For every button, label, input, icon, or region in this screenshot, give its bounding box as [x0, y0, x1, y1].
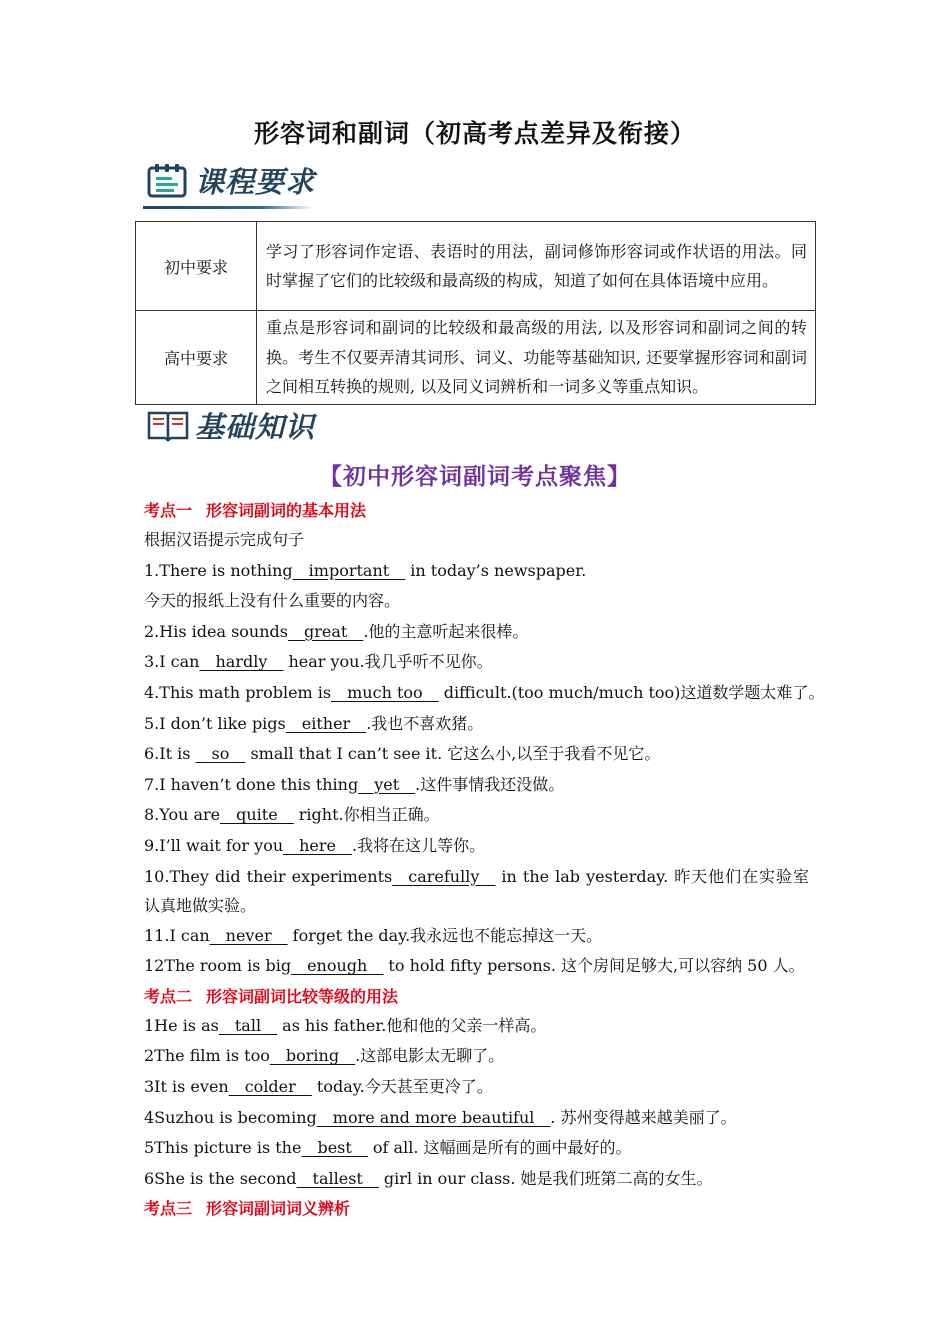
exercise-content [144, 496, 825, 1223]
table-row [136, 222, 816, 311]
item-text: hear you.我几乎听不见你。 [283, 652, 493, 672]
answer-blank: __great__ [288, 621, 364, 641]
basics-label: 基础知识 [195, 410, 316, 444]
book-icon [147, 409, 189, 443]
list-item [144, 1041, 809, 1072]
answer-blank: __here__ [283, 835, 353, 855]
requirements-table [135, 221, 816, 405]
item-text: 10.They did their experiments [144, 866, 393, 886]
item-text: today.今天甚至更冷了。 [311, 1076, 493, 1096]
item-text: in the lab yesterday. 昨天他们在实验室认真地做实验。 [144, 866, 809, 916]
kp1-number: 考点一 [144, 501, 193, 520]
table-cell-text: 学习了形容词作定语、表语时的用法，副词修饰形容词或作状语的用法。同时掌握了它们的比较级和最高级的构成，知道了如何在具体语境中应用。 [257, 222, 816, 311]
table-cell-label: 初中要求 [136, 222, 257, 311]
list-item [144, 800, 809, 831]
kp2-title: 形容词副词比较等级的用法 [206, 986, 399, 1006]
list-item [144, 1011, 809, 1042]
answer-blank: __more and more beautiful__ [316, 1107, 551, 1127]
list-item [144, 921, 809, 952]
item-text: 6.It is [144, 744, 196, 764]
list-item [144, 1164, 809, 1195]
focus-title: 【初中形容词副词考点聚焦】 [319, 463, 631, 490]
answer-blank: __carefully__ [392, 866, 496, 886]
item-text: 12The room is big [144, 956, 292, 976]
kp2-heading [144, 982, 809, 1011]
item-text: 11.I can [144, 925, 210, 945]
kp2-number: 考点二 [144, 986, 193, 1006]
course-requirements-label: 课程要求 [195, 165, 316, 199]
list-item [144, 770, 809, 801]
kp3-heading [144, 1194, 809, 1223]
list-item [144, 709, 809, 740]
answer-blank: __never__ [209, 925, 288, 945]
item-text: 3It is even [144, 1076, 229, 1096]
list-item [144, 1103, 809, 1134]
item-text: 2The film is too [144, 1046, 270, 1066]
item-text: difficult.(too much/much too)这道数学题太难了。 [438, 682, 825, 702]
item-text: right.你相当正确。 [293, 805, 440, 825]
kp1-instruction: 根据汉语提示完成句子 [144, 530, 305, 549]
kp1-title: 形容词副词的基本用法 [206, 501, 367, 520]
list-item [144, 739, 809, 770]
item-text: 5.I don’t like pigs [144, 713, 286, 733]
item-text: of all. 这幅画是所有的画中最好的。 [367, 1138, 632, 1158]
item-text: in today’s newspaper. [405, 560, 587, 580]
kp3-title: 形容词副词词义辨析 [206, 1199, 351, 1219]
item-text: 5This picture is the [144, 1138, 302, 1158]
answer-blank: __much too__ [331, 682, 439, 702]
item-text: 3.I can [144, 652, 200, 672]
answer-blank: __tallest__ [296, 1168, 379, 1188]
heading-underline [143, 206, 313, 209]
item-text: 4Suzhou is becoming [144, 1107, 317, 1127]
list-item [144, 617, 809, 648]
item-text: .我也不喜欢猪。 [366, 713, 484, 733]
item-text: 4.This math problem is [144, 682, 332, 702]
answer-blank: __tall__ [218, 1015, 278, 1035]
item-text: .这件事情我还没做。 [415, 774, 565, 794]
answer-blank: __hardly__ [199, 652, 284, 672]
item-text: to hold fifty persons. 这个房间足够大,可以容纳 50 人。 [383, 956, 805, 976]
list-item [144, 586, 809, 617]
item-text: 2.His idea sounds [144, 621, 288, 641]
clipboard-icon [147, 164, 189, 198]
table-cell-label: 高中要求 [136, 311, 257, 405]
list-item [144, 678, 825, 709]
answer-blank: __boring__ [269, 1046, 356, 1066]
answer-blank: __so__ [195, 744, 246, 764]
kp1-heading [144, 496, 809, 525]
answer-blank: __quite__ [220, 805, 294, 825]
table-cell-text: 重点是形容词和副词的比较级和最高级的用法, 以及形容词和副词之间的转换。考生不仅要弄清其词形、词义、功能等基础知识, 还要掌握形容词和副词之间相互转换的规则, 以及同义词辨析和一词多义等重点知识。 [257, 311, 816, 405]
item-text: 7.I haven’t done this thing [144, 774, 359, 794]
list-item [144, 862, 809, 921]
list-item [144, 556, 809, 587]
item-text: girl in our class. 她是我们班第二高的女生。 [378, 1168, 713, 1188]
answer-blank: __important__ [292, 560, 406, 580]
item-text: 8.You are [144, 805, 221, 825]
item-text: 1He is as [144, 1015, 219, 1035]
list-item [144, 647, 809, 678]
item-text: small that I can’t see it. 它这么小,以至于我看不见它。 [245, 744, 661, 764]
table-row [136, 311, 816, 405]
item-text: 9.I’ll wait for you [144, 835, 284, 855]
item-text: 1.There is nothing [144, 560, 293, 580]
item-text: 今天的报纸上没有什么重要的内容。 [144, 591, 401, 611]
item-text: as his father.他和他的父亲一样高。 [277, 1015, 547, 1035]
kp3-number: 考点三 [144, 1199, 193, 1219]
answer-blank: __enough__ [291, 956, 384, 976]
answer-blank: __either__ [285, 713, 367, 733]
item-text: .这部电影太无聊了。 [355, 1046, 505, 1066]
list-item [144, 831, 809, 862]
item-text: .他的主意听起来很棒。 [363, 621, 529, 641]
item-text: .我将在这儿等你。 [352, 835, 486, 855]
item-text: forget the day.我永远也不能忘掉这一天。 [287, 925, 603, 945]
answer-blank: __best__ [301, 1138, 368, 1158]
item-text: . 苏州变得越来越美丽了。 [550, 1107, 737, 1127]
answer-blank: __colder__ [228, 1076, 312, 1096]
list-item [144, 951, 809, 982]
list-item [144, 1072, 809, 1103]
item-text: 6She is the second [144, 1168, 297, 1188]
list-item [144, 1133, 809, 1164]
page-title: 形容词和副词（初高考点差异及衔接） [253, 119, 696, 148]
answer-blank: __yet__ [358, 774, 416, 794]
